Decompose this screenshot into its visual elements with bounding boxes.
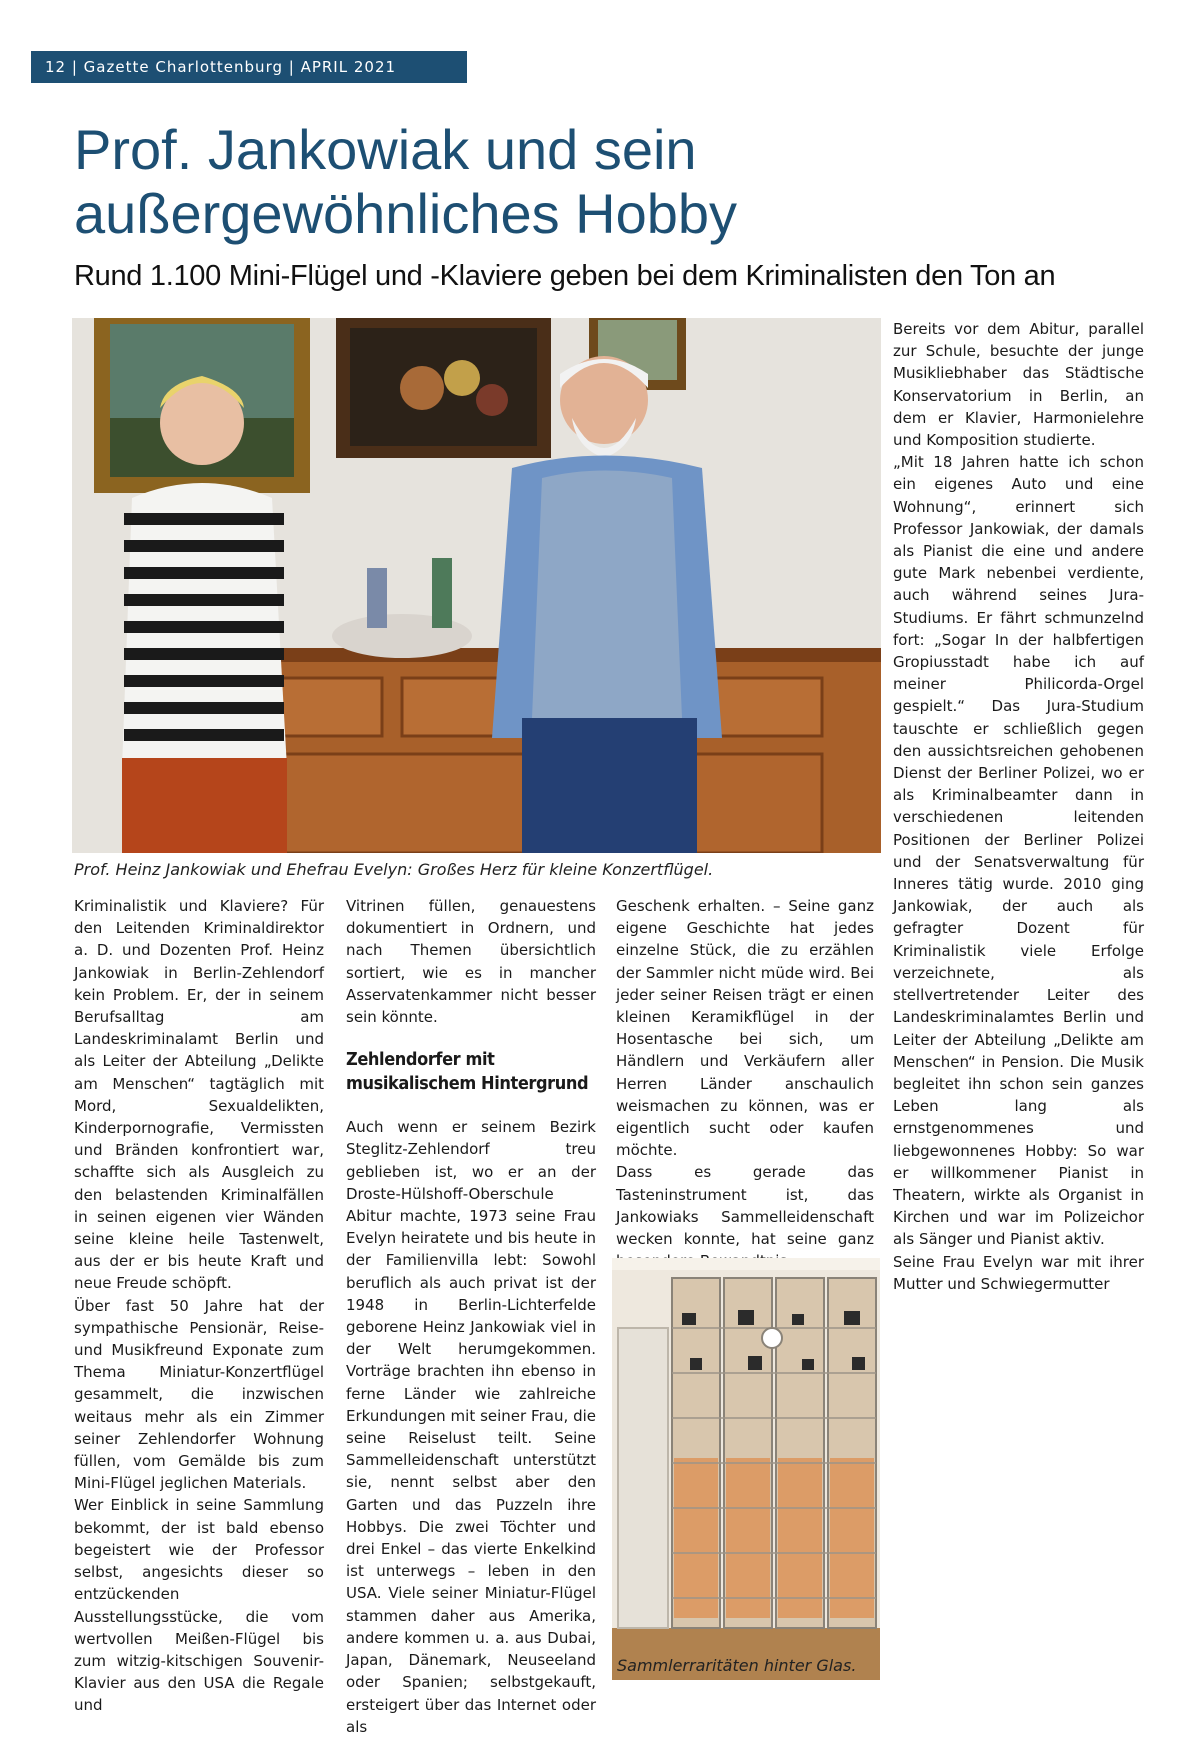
article-subtitle: Rund 1.100 Mini-Flügel und -Klaviere geben bei dem Kriminalisten den Ton an bbox=[74, 260, 1056, 292]
collection-photo bbox=[612, 1258, 880, 1680]
page-header-text: 12 | Gazette Charlottenburg | APRIL 2021 bbox=[45, 58, 397, 76]
paragraph: Auch wenn er seinem Bezirk Steglitz-Zehlendorf treu geblieben ist, wo er an der Droste-Hülshoff-Oberschule Abitur machte, 1973 seine Frau Evelyn heiratete und bis heute in der Familienvilla lebt: Sowohl beruflich als auch privat ist der 1948 in Berlin-Lichterfelde geborene Heinz Jankowiak viel in der Welt herumgekommen. Vorträge brachten ihn ebenso in ferne Länder wie zahlreiche Erkundungen mit seiner Frau, die seine Reiselust teilt. Seine Sammelleidenschaft unterstützt sie, nennt selbst aber den Garten und das Puzzeln ihre Hobbys. Die zwei Töchter und drei Enkel – das vierte Enkelkind ist unterwegs – leben in den USA. Viele seiner Miniatur-Flügel stammen daher aus Amerika, andere kommen u. a. aus Dubai, Japan, Dänemark, Neuseeland oder Spanien; selbstgekauft, ersteigert über das Internet oder als bbox=[346, 1118, 596, 1736]
article-title-line-2: außergewöhnliches Hobby bbox=[74, 182, 738, 245]
column-4 bbox=[893, 318, 1144, 1295]
column-2 bbox=[346, 895, 596, 1738]
paragraph: Wer Einblick in seine Sammlung bekommt, der ist bald ebenso begeistert wie der Professor selbst, angesichts dieser so entzückenden Ausstellungsstücke, die vom wertvollen Meißen-Flügel bis zum witzig-kitschigen Souvenir-Klavier aus den USA die Regale und bbox=[74, 1496, 324, 1715]
section-subheading: Zehlendorfer mit musikalischem Hintergrund bbox=[346, 1049, 589, 1095]
paragraph: Bereits vor dem Abitur, parallel zur Schule, besuchte der junge Musikliebhaber das Städtische Konservatorium in Berlin, an dem er Klavier, Harmonielehre und Komposition studierte. bbox=[893, 320, 1144, 450]
paragraph: Seine Frau Evelyn war mit ihrer Mutter und Schwiegermutter bbox=[893, 1252, 1144, 1293]
paragraph: „Mit 18 Jahren hatte ich schon ein eigenes Auto und eine Wohnung“, erinnert sich Professor Jankowiak, der damals als Pianist die eine und andere gute Mark nebenbei verdiente, auch während seines Jura-Studiums. Er fährt schmunzelnd fort: „Sogar In der halbfertigen Gropiusstadt habe ich auf meiner Philicorda-Orgel gespielt.“ Das Jura-Studium tauschte er schließlich gegen den aussichtsreichen gehobenen Dienst der Berliner Polizei, wo er als Kriminalbeamter dann in verschiedenen leitenden Positionen der Berliner Polizei und der Senatsverwaltung für Inneres tätig wurde. 2010 ging Jankowiak, der auch als gefragter Dozent für Kriminalistik viele Erfolge verzeichnete, als stellvertretender Leiter des Landeskriminalamtes Berlin und Leiter der Abteilung „Delikte am Menschen“ in Pension. Die Musik begleitet ihn schon sein ganzes Leben lang als ernstgenommenes und liebgewonnenes Hobby: So war er willkommener Pianist in Theatern, wirkte als Organist in Kirchen und war im Polizeichor als Sänger und Pianist aktiv. bbox=[893, 453, 1144, 1249]
paragraph: Über fast 50 Jahre hat der sympathische Pensionär, Reise- und Musikfreund Exponate zum Thema Miniatur-Konzertflügel gesammelt, die inzwischen weitaus mehr als ein Zimmer seiner Zehlendorfer Wohnung füllen, vom Gemälde bis zum Mini-Flügel jeglichen Materials. bbox=[74, 1296, 324, 1493]
article-title-line-1: Prof. Jankowiak und sein bbox=[74, 118, 697, 181]
paragraph: Dass es gerade das Tasteninstrument ist, das Jankowiaks Sammelleidenschaft wecken konnte, hat seine ganz bbox=[616, 1163, 874, 1249]
collection-photo-illustration bbox=[612, 1258, 880, 1680]
article-title bbox=[74, 118, 1134, 246]
column-3 bbox=[616, 895, 874, 1272]
collection-photo-caption: Sammlerraritäten hinter Glas. bbox=[617, 1656, 857, 1675]
paragraph: Vitrinen füllen, genauestens dokumentiert in Ordnern, und nach Themen übersichtlich sortiert, wie es in mancher Asservatenkammer nicht besser sein könnte. bbox=[346, 897, 596, 1027]
couple-photo bbox=[72, 318, 881, 853]
page-header-bar bbox=[31, 51, 467, 83]
column-1 bbox=[74, 895, 324, 1717]
couple-photo-illustration bbox=[72, 318, 881, 853]
couple-photo-caption: Prof. Heinz Jankowiak und Ehefrau Evelyn: Großes Herz für kleine Konzertflügel. bbox=[74, 860, 714, 879]
paragraph: Kriminalistik und Klaviere? Für den Leitenden Kriminaldirektor a. D. und Dozenten Prof. Heinz Jankowiak in Berlin-Zehlendorf kein Problem. Er, der in seinem Berufsalltag am Landeskriminalamt Berlin und als Leiter der Abteilung „Delikte am Menschen“ tagtäglich mit Mord, Sexualdelikten, Kinderpornografie, Vermissten und Bränden konfrontiert war, schaffte sich als Ausgleich zu den belastenden Kriminalfällen in seinen eigenen vier Wänden seine kleine heile Tastenwelt, aus der er bis heute Kraft und neue Freude schöpft. bbox=[74, 897, 324, 1293]
paragraph: Geschenk erhalten. – Seine ganz eigene Geschichte hat jedes einzelne Stück, die zu erzählen der Sammler nicht müde wird. Bei jeder seiner Reisen trägt er einen kleinen Keramikflügel in der Hosentasche bei sich, um Händlern und Verkäufern aller Herren Länder anschaulich weismachen zu können, was er eigentlich sucht oder kaufen möchte. bbox=[616, 897, 874, 1160]
